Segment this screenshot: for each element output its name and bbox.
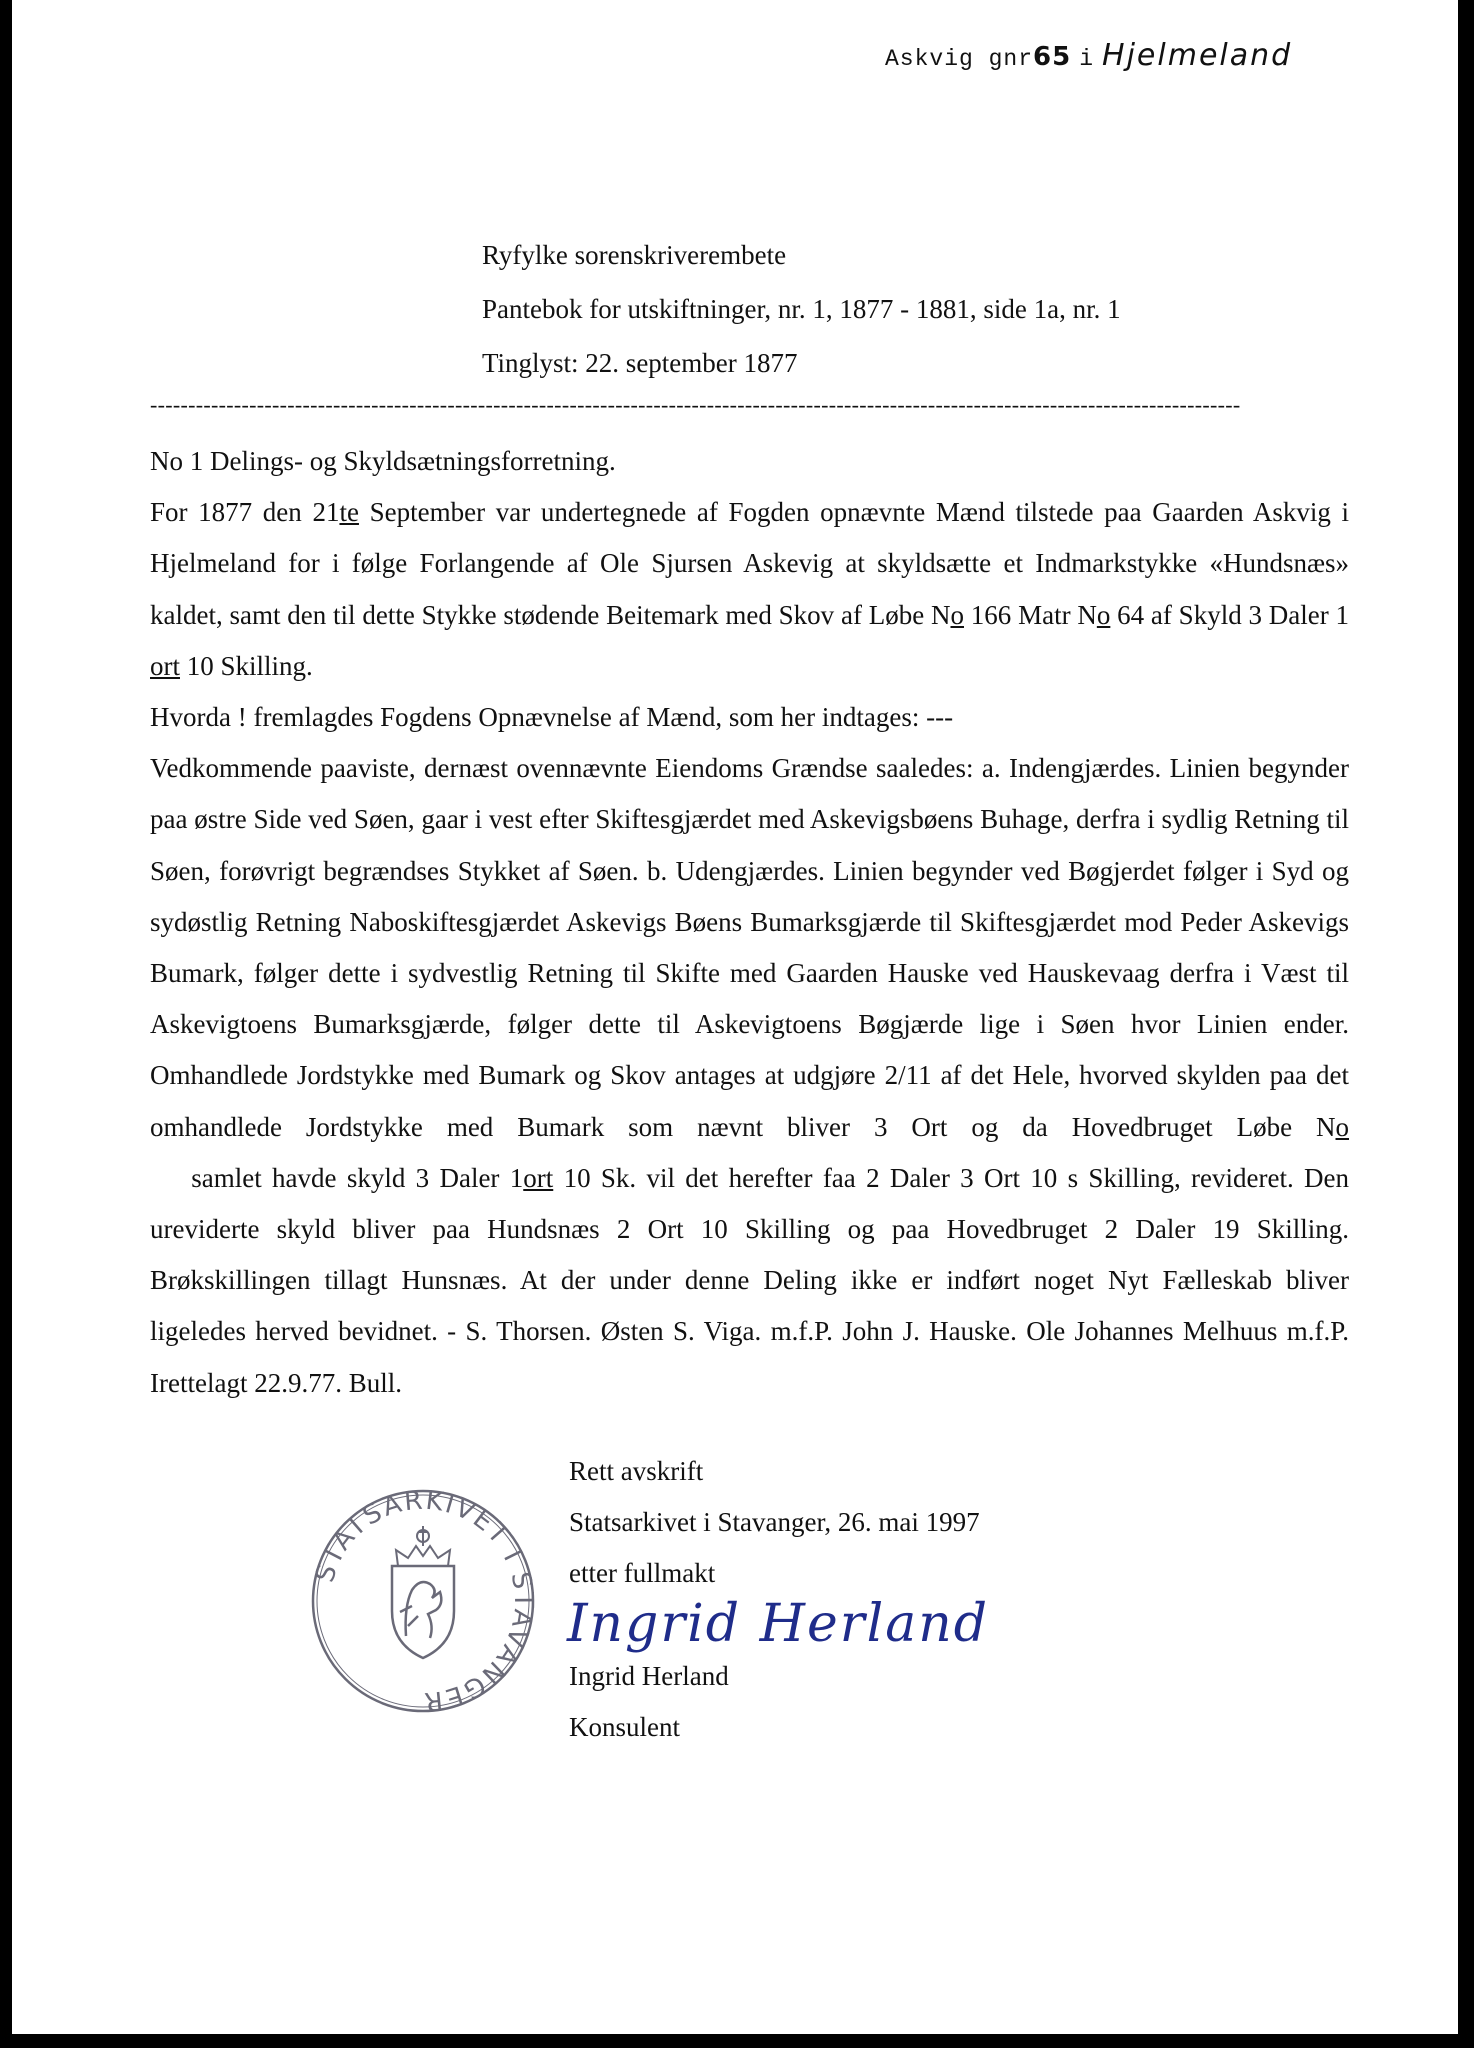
text-run: 10 Sk. vil det herefter faa 2 Daler 3 Ort 10 s Skilling, revideret. Den ureviderte skyld bliver paa Hundsnæs 2 Ort 10 Skilling og paa Hovedbruget 2 Daler 19 Skilling. Brøkskillingen tillagt Hunsnæs. At der under denne Deling ikke er indført noget Nyt Fælleskab bliver ligeledes herved bevidnet. - S. Thorsen. Østen S. Viga. m.f.P. John J. Hauske. Ole Johannes Melhuus m.f.P. Irettelagt 22.9.77. Bull. bbox=[150, 1162, 1349, 1398]
header-registration-date: Tinglyst: 22. september 1877 bbox=[482, 348, 798, 378]
svg-text:STATSARKIVET I STAVANGER bbox=[310, 1486, 538, 1716]
text-run: September var undertegnede af Fogden opnævnte Mænd tilstede paa Gaarden Askvig i Hjelmeland for i følge Forlangende af Ole Sjursen Askevig at skyldsætte et Indmarkstykke «Hundsnæs» kaldet, samt den til dette Stykke stødende Beitemark med Skov af Løbe N bbox=[150, 497, 1350, 630]
text-run: 10 Skilling. bbox=[180, 650, 313, 681]
archive-reference-typed-2: i bbox=[1079, 46, 1095, 72]
underlined-ort: ort bbox=[523, 1162, 554, 1193]
entry-title: No 1 Delings- og Skyldsætningsforretning. bbox=[150, 446, 616, 476]
text-run: 166 Matr N bbox=[964, 599, 1097, 630]
statsarkivet-seal bbox=[308, 1486, 538, 1716]
certification-line: Rett avskrift bbox=[569, 1456, 704, 1486]
certification-authority: etter fullmakt bbox=[569, 1558, 716, 1588]
certification-archive: Statsarkivet i Stavanger, 26. mai 1997 bbox=[569, 1507, 980, 1537]
text-run: Vedkommende paaviste, dernæst ovennævnte Eiendoms Grændse saaledes: a. Indengjærdes. Linien begynder paa østre Side ved Søen, gaar i vest efter Skiftesgjærdet med Askevigsbøens Buhage, derfra i sydlig Retning til Søen, forøvrigt begrændses Stykket af Søen. b. Udengjærdes. Linien begynder ved Bøgjerdet følger i Syd og sydøstlig Retning Naboskiftesgjærdet Askevigs Bøens Bumarksgjærde til Skiftesgjærdet mod Peder Askevigs Bumark, følger dette i sydvestlig Retning til Skifte med Gaarden Hauske ved Hauskevaag derfra i Væst til Askevigtoens Bumarksgjærde, følger dette til Askevigtoens Bøgjærde lige i Søen hvor Linien ender. Omhandlede Jordstykke med Bumark og Skov antages at udgjøre 2/11 af det Hele, hvorved skylden paa det omhandlede Jordstykke med Bumark som nævnt bliver 3 Ort og da Hovedbruget Løbe N bbox=[150, 753, 1349, 1142]
archive-reference-typed: Askvig gnr bbox=[885, 46, 1034, 72]
paragraph-boundaries bbox=[150, 743, 1349, 1409]
underlined-o: o bbox=[1335, 1111, 1349, 1142]
text-run: samlet havde skyld 3 Daler 1 bbox=[150, 1162, 524, 1193]
archive-reference-note bbox=[885, 38, 1292, 73]
header-office: Ryfylke sorenskriverembete bbox=[482, 240, 787, 270]
municipality-handwritten: Hjelmeland bbox=[1102, 38, 1293, 73]
document-body bbox=[150, 436, 1349, 1409]
seal-text: STATSARKIVET I STAVANGER bbox=[310, 1486, 538, 1716]
document-page bbox=[12, 0, 1458, 2034]
underlined-ort: ort bbox=[150, 650, 180, 681]
handwritten-signature: Ingrid Herland bbox=[567, 1594, 990, 1654]
header-register: Pantebok for utskiftninger, nr. 1, 1877 - 1881, side 1a, nr. 1 bbox=[482, 294, 1121, 324]
certification-block bbox=[567, 1446, 990, 1753]
document-header bbox=[482, 228, 1121, 390]
underlined-o: o bbox=[1096, 599, 1111, 630]
signatory-name: Ingrid Herland bbox=[569, 1661, 729, 1691]
paragraph-appointment: Hvorda ! fremlagdes Fogdens Opnævnelse af Mænd, som her indtages: --- bbox=[150, 702, 954, 733]
text-run: For 1877 den 21 bbox=[150, 497, 340, 528]
separator-line: ----------------------------------------------------------------------------------------------------------------------------------------------- bbox=[150, 392, 1241, 417]
paragraph-survey bbox=[150, 487, 1349, 692]
farm-number: 65 bbox=[1033, 42, 1072, 72]
signature-area bbox=[567, 1594, 990, 1699]
underlined-te: te bbox=[339, 497, 359, 528]
text-run: 64 af Skyld 3 Daler 1 bbox=[1110, 599, 1350, 630]
signatory-title: Konsulent bbox=[569, 1712, 680, 1742]
underlined-o: o bbox=[950, 599, 964, 630]
